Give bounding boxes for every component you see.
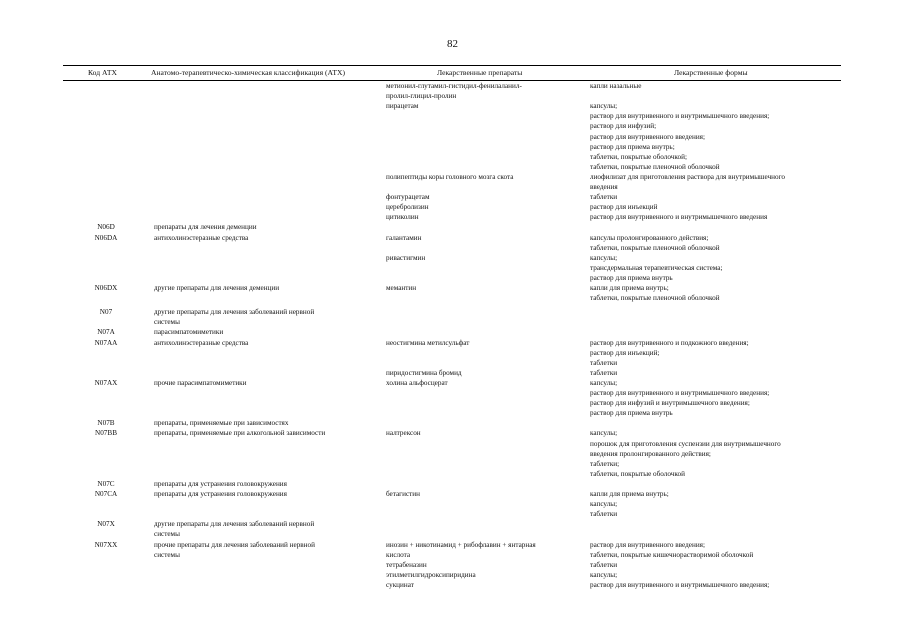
- row-drug: этилметилгидроксипиридина: [386, 570, 476, 579]
- row-form: таблетки: [590, 510, 618, 519]
- row-form: раствор для внутривенного введения;: [590, 132, 705, 141]
- table-row: [63, 408, 841, 418]
- row-drug: галантамин: [386, 233, 422, 242]
- table-row: [63, 81, 841, 91]
- row-form: раствор для приема внутрь;: [590, 142, 675, 151]
- table-row: [63, 459, 841, 469]
- table-row: [63, 293, 841, 303]
- table-row: [63, 580, 841, 590]
- row-code: N07AA: [94, 338, 118, 347]
- row-form: раствор для внутривенного и внутримышечного введения;: [590, 112, 770, 121]
- table-row: [63, 358, 841, 368]
- row-form: раствор для инфузий;: [590, 122, 657, 131]
- row-classification: системы: [154, 318, 180, 327]
- row-form: раствор для инфузий и внутримышечного введения;: [590, 399, 750, 408]
- header-code: Код АТХ: [88, 68, 117, 77]
- row-form: таблетки: [590, 560, 618, 569]
- table-row: [63, 192, 841, 202]
- row-drug: сукцинат: [386, 580, 414, 589]
- table-row: [63, 479, 841, 489]
- row-drug: ривастигмин: [386, 253, 426, 262]
- table-row: [63, 243, 841, 253]
- table-row: [63, 253, 841, 263]
- row-classification: другие препараты для лечения заболеваний нервной: [154, 520, 315, 529]
- table-row: [63, 560, 841, 570]
- row-form: капсулы;: [590, 500, 618, 509]
- row-drug: пролил-глицил-пролин: [386, 92, 457, 101]
- row-form: раствор для инъекций;: [590, 348, 660, 357]
- row-drug: инозин + никотинамид + рибофлавин + янтарная: [386, 540, 536, 549]
- table-row: [63, 398, 841, 408]
- table-header: [63, 65, 841, 81]
- row-form: раствор для инъекций: [590, 203, 658, 212]
- table-row: [63, 368, 841, 378]
- row-classification: препараты, применяемые при алкогольной зависимости: [154, 429, 326, 438]
- row-classification: препараты для устранения головокружения: [154, 479, 287, 488]
- table-row: [63, 529, 841, 539]
- table-row: [63, 273, 841, 283]
- row-form: капсулы;: [590, 429, 618, 438]
- row-drug: налтрексон: [386, 429, 421, 438]
- table-row: [63, 233, 841, 243]
- table-row: [63, 162, 841, 172]
- row-code: N07C: [97, 479, 115, 488]
- row-form: лиофилизат для приготовления раствора для внутримышечного: [590, 172, 785, 181]
- table-row: [63, 222, 841, 232]
- row-classification: другие препараты для лечения деменции: [154, 284, 280, 292]
- table-row: [63, 111, 841, 121]
- row-code: N06D: [97, 223, 115, 232]
- row-form: капсулы;: [590, 102, 618, 111]
- table-row: [63, 91, 841, 101]
- row-code: N07: [99, 308, 113, 317]
- row-drug: кислота: [386, 550, 411, 559]
- row-classification: системы: [154, 530, 180, 539]
- row-form: введения: [590, 183, 618, 191]
- header-drugs: Лекарственные препараты: [437, 68, 523, 77]
- row-classification: препараты, применяемые при зависимостях: [154, 419, 289, 428]
- table-row: [63, 499, 841, 509]
- row-drug: бетагистин: [386, 490, 420, 498]
- row-classification: другие препараты для лечения заболеваний нервной: [154, 308, 315, 317]
- row-code: N06DX: [94, 284, 118, 292]
- row-form: капсулы;: [590, 378, 618, 387]
- row-drug: полипептиды коры головного мозга скота: [386, 172, 514, 181]
- row-form: таблетки: [590, 368, 618, 377]
- row-code: N07B: [97, 419, 115, 428]
- header-forms: Лекарственные формы: [674, 68, 748, 77]
- row-classification: прочие парасимпатомиметики: [154, 378, 247, 387]
- row-form: таблетки: [590, 358, 618, 367]
- row-form: капли назальные: [590, 82, 642, 90]
- table-row: [63, 418, 841, 428]
- row-form: таблетки, покрытые кишечнорастворимой оболочкой: [590, 550, 754, 559]
- table-row: [63, 327, 841, 337]
- atc-table: [63, 65, 841, 589]
- row-form: раствор для внутривенного и внутримышечного введения: [590, 213, 768, 222]
- row-classification: препараты для устранения головокружения: [154, 490, 287, 498]
- row-classification: препараты для лечения деменции: [154, 223, 257, 232]
- table-row: [63, 570, 841, 580]
- row-form: капсулы;: [590, 570, 618, 579]
- table-row: [63, 202, 841, 212]
- table-row: [63, 101, 841, 111]
- table-row: [63, 469, 841, 479]
- table-row: [63, 172, 841, 182]
- row-drug: метионил-глутамил-гистидил-фенилаланил-: [386, 82, 522, 90]
- row-code: N06DA: [94, 233, 118, 242]
- row-form: капли для приема внутрь;: [590, 490, 669, 498]
- row-code: N07BB: [95, 429, 117, 438]
- row-classification: антихолинэстеразные средства: [154, 338, 249, 347]
- table-row: [63, 509, 841, 519]
- table-row: [63, 428, 841, 438]
- row-drug: пиридостигмина бромид: [386, 368, 462, 377]
- row-form: капсулы;: [590, 253, 618, 262]
- row-form: раствор для приема внутрь: [590, 409, 673, 418]
- row-form: таблетки, покрытые пленочной оболочкой: [590, 162, 720, 171]
- row-form: таблетки, покрытые оболочкой;: [590, 152, 687, 161]
- row-form: трансдермальная терапевтическая система;: [590, 263, 723, 272]
- table-row: [63, 212, 841, 222]
- row-form: капсулы пролонгированного действия;: [590, 233, 709, 242]
- row-drug: мемантин: [386, 284, 417, 292]
- table-row: [63, 142, 841, 152]
- row-drug: неостигмина метилсульфат: [386, 338, 470, 347]
- table-row: [63, 338, 841, 348]
- row-drug: цитиколин: [386, 213, 419, 222]
- row-classification: парасимпатомиметики: [154, 328, 224, 337]
- row-form: раствор для внутривенного и внутримышечного введения;: [590, 389, 770, 397]
- row-form: капли для приема внутрь;: [590, 284, 669, 292]
- row-drug: тетрабеназин: [386, 560, 427, 569]
- row-form: введения пролонгированного действия;: [590, 449, 711, 458]
- row-drug: пирацетам: [386, 102, 419, 111]
- table-row: [63, 182, 841, 192]
- table-row: [63, 152, 841, 162]
- row-classification: прочие препараты для лечения заболеваний нервной: [154, 540, 315, 549]
- row-form: таблетки, покрытые пленочной оболочкой: [590, 294, 720, 303]
- row-classification: системы: [154, 550, 180, 559]
- row-code: N07AX: [94, 378, 118, 387]
- table-row: [63, 519, 841, 529]
- table-row: [63, 263, 841, 273]
- row-classification: антихолинэстеразные средства: [154, 233, 249, 242]
- row-drug: холина альфосцерат: [386, 378, 448, 387]
- row-form: таблетки, покрытые оболочкой: [590, 469, 685, 478]
- table-row: [63, 132, 841, 142]
- row-form: раствор для внутривенного и внутримышечного введения;: [590, 580, 770, 589]
- row-drug: церебролизин: [386, 203, 429, 212]
- table-row: [63, 283, 841, 293]
- row-form: раствор для внутривенного введения;: [590, 540, 705, 549]
- row-code: N07XX: [94, 540, 118, 549]
- table-row: [63, 348, 841, 358]
- table-row: [63, 439, 841, 449]
- row-code: N07A: [97, 328, 115, 337]
- table-row: [63, 449, 841, 459]
- row-code: N07CA: [94, 490, 118, 498]
- table-row: [63, 540, 841, 550]
- row-form: порошок для приготовления суспензии для внутримышечного: [590, 439, 781, 448]
- row-form: таблетки, покрытые пленочной оболочкой: [590, 243, 720, 252]
- table-row: [63, 378, 841, 388]
- header-classification: Анатомо-терапевтическо-химическая классификация (АТХ): [151, 68, 345, 77]
- table-row: [63, 307, 841, 317]
- row-form: раствор для приема внутрь: [590, 273, 673, 282]
- row-form: раствор для внутривенного и подкожного введения;: [590, 338, 749, 347]
- table-row: [63, 489, 841, 499]
- row-form: таблетки: [590, 193, 618, 202]
- table-row: [63, 550, 841, 560]
- page-number: 82: [447, 38, 458, 50]
- row-code: N07X: [97, 520, 115, 529]
- header-top-rule: [63, 65, 841, 66]
- row-drug: фонтурацетам: [386, 193, 430, 202]
- table-row: [63, 388, 841, 398]
- row-form: таблетки;: [590, 459, 620, 468]
- table-row: [63, 121, 841, 131]
- table-row: [63, 317, 841, 327]
